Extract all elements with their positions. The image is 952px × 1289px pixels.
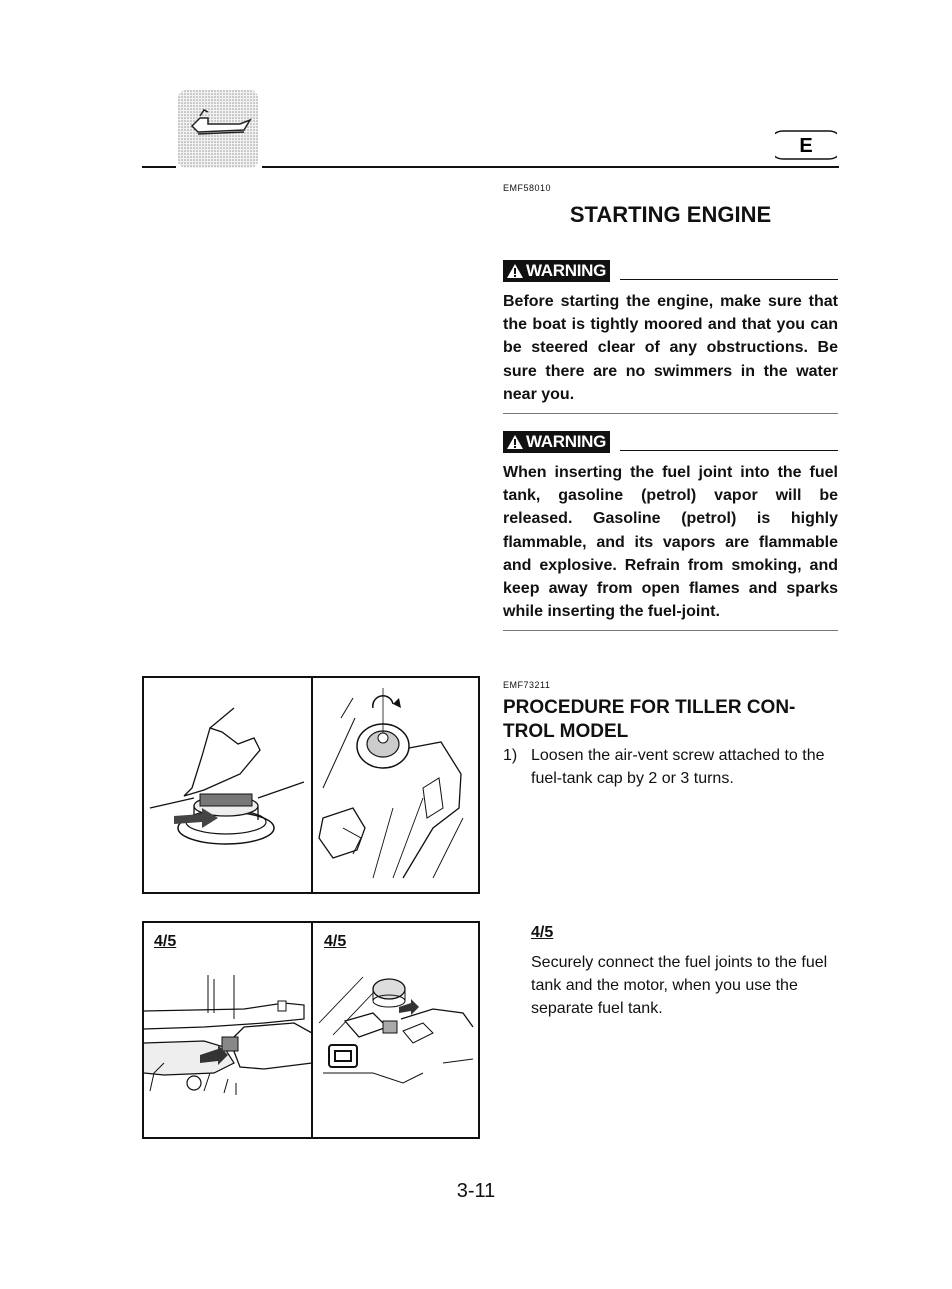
section-title-starting-engine: STARTING ENGINE (569, 202, 772, 227)
step-1 (503, 744, 843, 790)
warning-label-2: WARNING (503, 431, 610, 453)
section-code-procedure: EMF73211 (503, 680, 551, 690)
motor-fuel-joint-illustration (144, 923, 312, 1137)
svg-text:E: E (799, 135, 813, 157)
warning-triangle-icon (506, 263, 524, 279)
model-label-4-5: 4/5 (531, 924, 554, 941)
chapter-boat-icon (178, 90, 258, 168)
figure-1-right-pane (313, 678, 478, 892)
model-4-5-text: Securely connect the fuel joints to the fuel tank and the motor, when you use the separate fuel tank. (531, 954, 828, 1018)
warning-label-1: WARNING (503, 260, 610, 282)
warning-box-1 (503, 256, 838, 414)
fuel-tank-illustration (313, 678, 478, 892)
air-vent-screw-illustration (144, 678, 312, 892)
section-code-start: EMF58010 (503, 183, 552, 193)
header-rule-right (262, 166, 839, 168)
header-rule-left (142, 166, 176, 168)
figure-1-left-pane (144, 678, 312, 892)
page-number: 3-11 (456, 1180, 496, 1202)
warning-triangle-icon (506, 434, 524, 450)
step-1-text: Loosen the air-vent screw attached to the fuel-tank cap by 2 or 3 turns. (531, 747, 825, 788)
section-title-procedure: PROCEDURE FOR TILLER CON- TROL MODEL (503, 697, 796, 742)
warning-text-1: Before starting the engine, make sure that the boat is tightly moored and that you can be steered clear of any obstructions. Be sure there are no swimmers in the water near you. (503, 293, 838, 403)
step-1-number: 1) (503, 747, 518, 764)
figure-2-left-label: 4/5 (154, 933, 177, 950)
figure-2-right-label: 4/5 (324, 933, 347, 950)
figure-2-right-pane (313, 923, 478, 1137)
warning-box-2 (503, 427, 838, 631)
figure-fuel-tank-cap (142, 676, 480, 894)
warning-text-2: When inserting the fuel joint into the fuel tank, gasoline (petrol) vapor will be released. Gasoline (petrol) is highly flammable, and its vapors are flammable and explosive. Refrain from smoking, and keep away from open flames and sparks while inserting the fuel-joint. (503, 464, 838, 621)
language-badge (775, 130, 837, 160)
figure-2-left-pane (144, 923, 312, 1137)
figure-fuel-joints (142, 921, 480, 1139)
tank-fuel-joint-illustration (313, 923, 478, 1137)
